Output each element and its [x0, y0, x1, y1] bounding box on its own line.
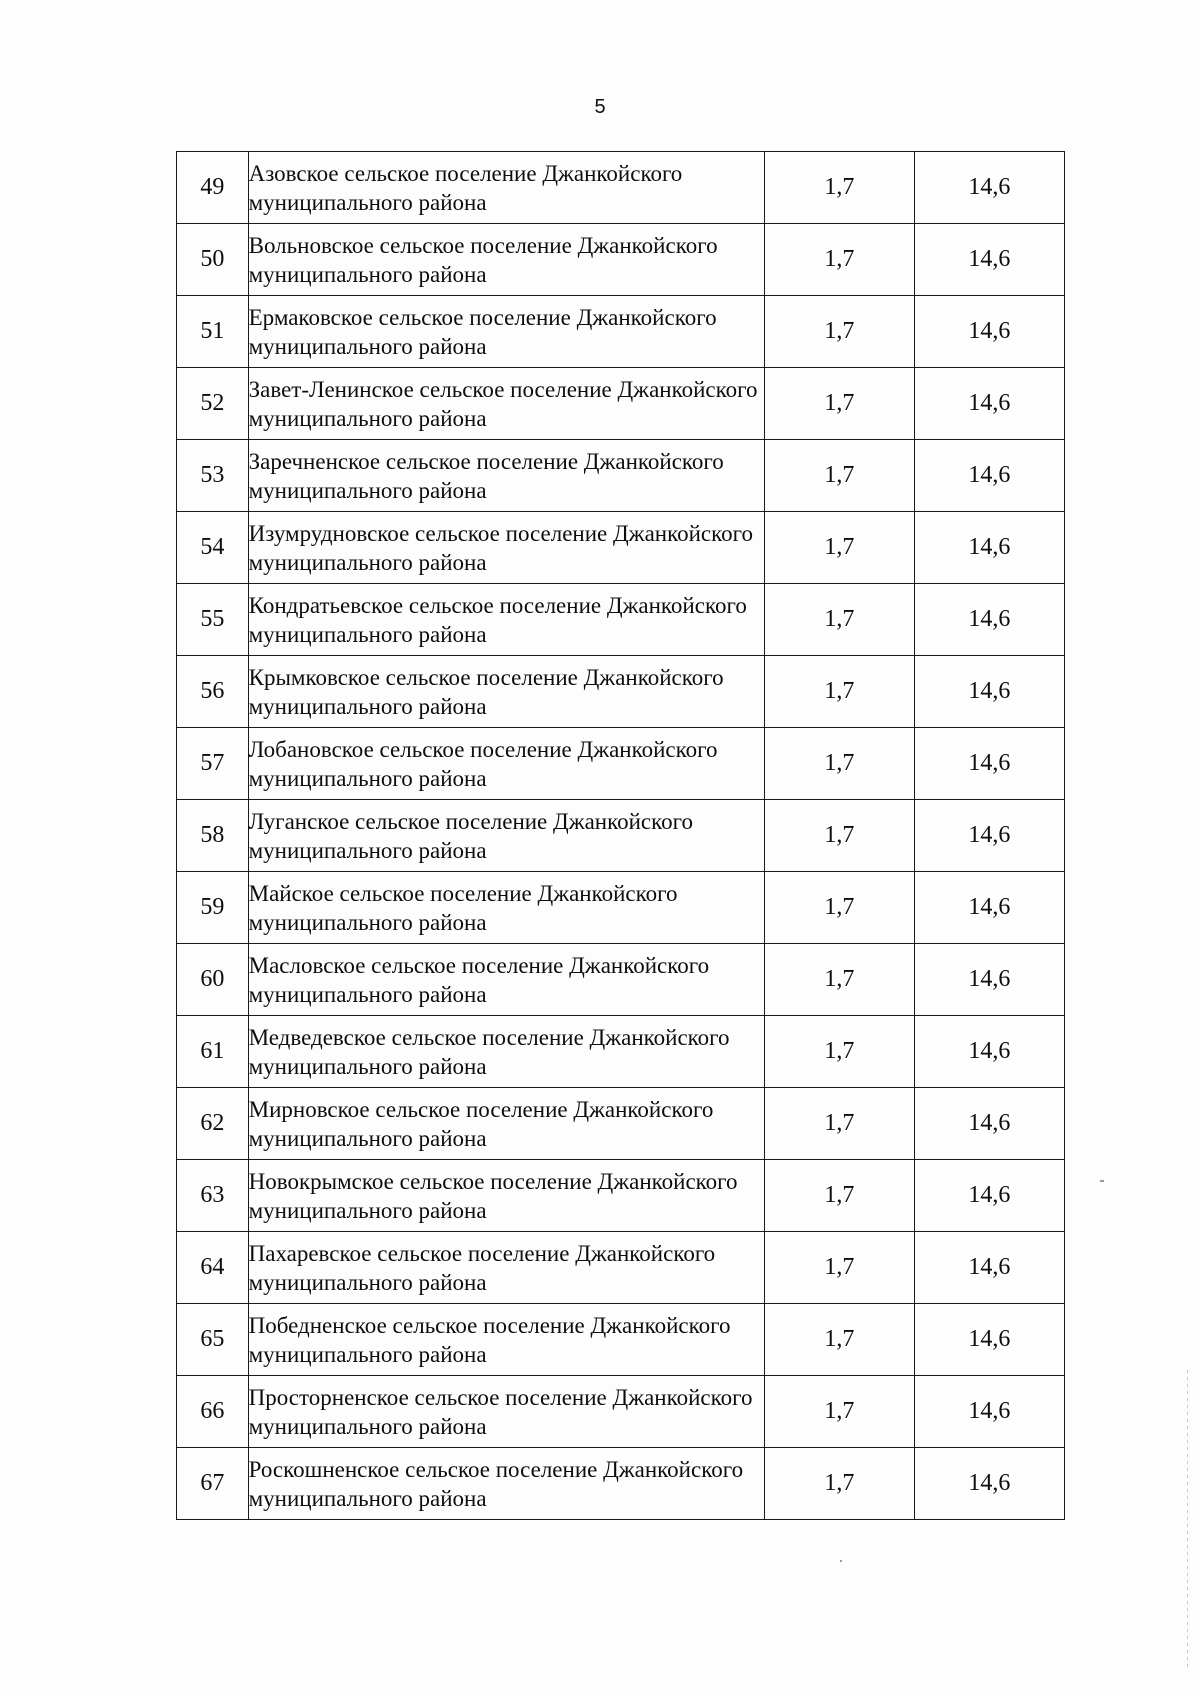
- value-2-cell: 14,6: [914, 152, 1064, 224]
- settlement-name-cell: Победненское сельское поселение Джанкойского муниципального района: [248, 1304, 764, 1376]
- row-number-cell: 56: [177, 656, 249, 728]
- value-2-cell: 14,6: [914, 800, 1064, 872]
- settlement-name-cell: Масловское сельское поселение Джанкойского муниципального района: [248, 944, 764, 1016]
- row-number-cell: 66: [177, 1376, 249, 1448]
- settlement-name-cell: Медведевское сельское поселение Джанкойского муниципального района: [248, 1016, 764, 1088]
- settlement-name-cell: Новокрымское сельское поселение Джанкойского муниципального района: [248, 1160, 764, 1232]
- value-2-cell: 14,6: [914, 1376, 1064, 1448]
- value-1-cell: 1,7: [764, 584, 914, 656]
- row-number-cell: 55: [177, 584, 249, 656]
- value-2-cell: 14,6: [914, 728, 1064, 800]
- settlement-name-cell: Вольновское сельское поселение Джанкойского муниципального района: [248, 224, 764, 296]
- settlement-name-cell: Ермаковское сельское поселение Джанкойского муниципального района: [248, 296, 764, 368]
- row-number-cell: 54: [177, 512, 249, 584]
- table-row: [177, 584, 1065, 656]
- value-1-cell: 1,7: [764, 368, 914, 440]
- value-1-cell: 1,7: [764, 872, 914, 944]
- settlement-name-cell: Просторненское сельское поселение Джанкойского муниципального района: [248, 1376, 764, 1448]
- row-number-cell: 59: [177, 872, 249, 944]
- table-row: [177, 1376, 1065, 1448]
- row-number-cell: 50: [177, 224, 249, 296]
- row-number-cell: 63: [177, 1160, 249, 1232]
- table-row: [177, 728, 1065, 800]
- value-2-cell: 14,6: [914, 224, 1064, 296]
- table-row: [177, 512, 1065, 584]
- value-1-cell: 1,7: [764, 1304, 914, 1376]
- row-number-cell: 62: [177, 1088, 249, 1160]
- row-number-cell: 60: [177, 944, 249, 1016]
- table-row: [177, 1016, 1065, 1088]
- value-2-cell: 14,6: [914, 1160, 1064, 1232]
- scan-edge-artifact: [1187, 1370, 1188, 1670]
- row-number-cell: 57: [177, 728, 249, 800]
- table-row: [177, 368, 1065, 440]
- settlement-name-cell: Луганское сельское поселение Джанкойского муниципального района: [248, 800, 764, 872]
- value-1-cell: 1,7: [764, 1376, 914, 1448]
- table-row: [177, 1088, 1065, 1160]
- scan-speck: [840, 1560, 842, 1562]
- value-1-cell: 1,7: [764, 152, 914, 224]
- table-row: [177, 872, 1065, 944]
- table-row: [177, 944, 1065, 1016]
- value-1-cell: 1,7: [764, 296, 914, 368]
- settlement-name-cell: Лобановское сельское поселение Джанкойского муниципального района: [248, 728, 764, 800]
- value-2-cell: 14,6: [914, 872, 1064, 944]
- settlement-name-cell: Мирновское сельское поселение Джанкойского муниципального района: [248, 1088, 764, 1160]
- table-row: [177, 152, 1065, 224]
- settlement-name-cell: Заречненское сельское поселение Джанкойского муниципального района: [248, 440, 764, 512]
- value-1-cell: 1,7: [764, 224, 914, 296]
- settlement-name-cell: Кондратьевское сельское поселение Джанкойского муниципального района: [248, 584, 764, 656]
- value-2-cell: 14,6: [914, 1016, 1064, 1088]
- page-number: 5: [594, 96, 606, 118]
- settlement-name-cell: Роскошненское сельское поселение Джанкойского муниципального района: [248, 1448, 764, 1520]
- row-number-cell: 64: [177, 1232, 249, 1304]
- table-row: [177, 1232, 1065, 1304]
- row-number-cell: 61: [177, 1016, 249, 1088]
- value-2-cell: 14,6: [914, 512, 1064, 584]
- value-2-cell: 14,6: [914, 368, 1064, 440]
- value-2-cell: 14,6: [914, 1304, 1064, 1376]
- row-number-cell: 65: [177, 1304, 249, 1376]
- value-2-cell: 14,6: [914, 1088, 1064, 1160]
- row-number-cell: 53: [177, 440, 249, 512]
- settlement-name-cell: Завет-Ленинское сельское поселение Джанкойского муниципального района: [248, 368, 764, 440]
- table-row: [177, 1160, 1065, 1232]
- value-2-cell: 14,6: [914, 440, 1064, 512]
- value-1-cell: 1,7: [764, 512, 914, 584]
- value-1-cell: 1,7: [764, 1160, 914, 1232]
- table-row: [177, 800, 1065, 872]
- table-row: [177, 296, 1065, 368]
- table-row: [177, 224, 1065, 296]
- row-number-cell: 51: [177, 296, 249, 368]
- row-number-cell: 49: [177, 152, 249, 224]
- value-1-cell: 1,7: [764, 440, 914, 512]
- value-2-cell: 14,6: [914, 656, 1064, 728]
- value-2-cell: 14,6: [914, 944, 1064, 1016]
- table-row: [177, 440, 1065, 512]
- value-2-cell: 14,6: [914, 1232, 1064, 1304]
- table-row: [177, 1448, 1065, 1520]
- value-1-cell: 1,7: [764, 1448, 914, 1520]
- table-row: [177, 1304, 1065, 1376]
- value-1-cell: 1,7: [764, 800, 914, 872]
- settlement-name-cell: Изумрудновское сельское поселение Джанкойского муниципального района: [248, 512, 764, 584]
- scan-speck: [1100, 1180, 1104, 1182]
- value-1-cell: 1,7: [764, 656, 914, 728]
- row-number-cell: 67: [177, 1448, 249, 1520]
- settlement-name-cell: Азовское сельское поселение Джанкойского муниципального района: [248, 152, 764, 224]
- settlement-name-cell: Майское сельское поселение Джанкойского муниципального района: [248, 872, 764, 944]
- row-number-cell: 58: [177, 800, 249, 872]
- value-2-cell: 14,6: [914, 296, 1064, 368]
- settlement-name-cell: Крымковское сельское поселение Джанкойского муниципального района: [248, 656, 764, 728]
- table-body: [177, 152, 1065, 1520]
- row-number-cell: 52: [177, 368, 249, 440]
- value-1-cell: 1,7: [764, 1088, 914, 1160]
- table-row: [177, 656, 1065, 728]
- value-1-cell: 1,7: [764, 728, 914, 800]
- settlement-name-cell: Пахаревское сельское поселение Джанкойского муниципального района: [248, 1232, 764, 1304]
- settlements-table: [176, 151, 1065, 1520]
- value-2-cell: 14,6: [914, 1448, 1064, 1520]
- value-1-cell: 1,7: [764, 1232, 914, 1304]
- value-1-cell: 1,7: [764, 944, 914, 1016]
- value-1-cell: 1,7: [764, 1016, 914, 1088]
- value-2-cell: 14,6: [914, 584, 1064, 656]
